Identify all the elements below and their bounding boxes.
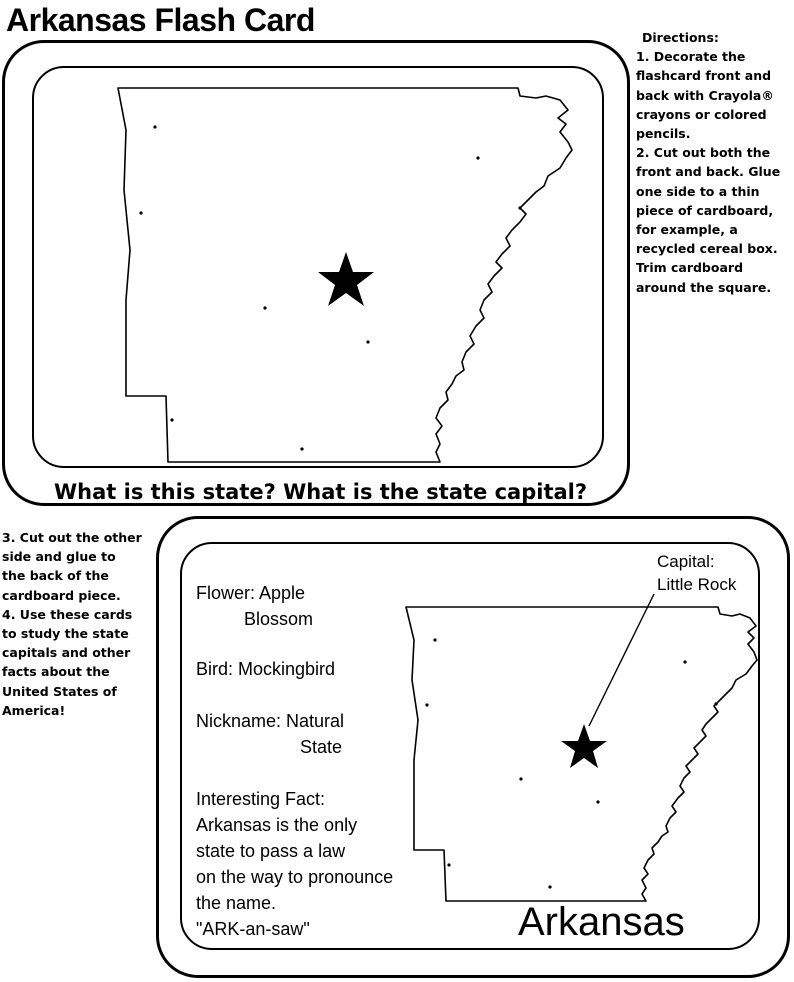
front-city-dot	[476, 156, 479, 159]
directions-line: the back of the	[2, 568, 109, 584]
capital-label-group	[640, 550, 736, 596]
directions-line: facts about the	[2, 664, 110, 680]
front-city-dot	[366, 340, 369, 343]
fact-line: on the way to pronounce	[196, 867, 394, 887]
directions-line: 2. Cut out both the	[636, 145, 771, 161]
directions-line: front and back. Glue	[636, 164, 781, 180]
front-city-dot	[170, 418, 173, 421]
directions-line: America!	[2, 702, 66, 718]
front-city-dot	[139, 211, 142, 214]
directions-line: one side to a thin	[636, 183, 760, 199]
bird-fact: Bird: Mockingbird	[196, 659, 336, 679]
front-question: What is this state? What is the state capital?	[54, 480, 588, 504]
flower-label: Flower: Apple	[196, 583, 306, 603]
back-city-dot	[519, 777, 522, 780]
capital-label: Capital:	[657, 552, 715, 571]
fact-line: Arkansas is the only	[196, 815, 358, 835]
directions-line: pencils.	[636, 126, 691, 142]
directions-line: around the square.	[636, 279, 772, 295]
directions-heading: Directions:	[642, 30, 719, 45]
capital-pointer-line	[589, 594, 654, 726]
directions-line: 1. Decorate the	[636, 49, 746, 65]
back-city-dot	[714, 702, 717, 705]
directions-line: piece of cardboard,	[636, 202, 774, 218]
directions-line: crayons or colored	[636, 106, 767, 122]
nickname-value: State	[300, 737, 343, 757]
back-city-dot	[425, 703, 428, 706]
interesting-fact	[196, 786, 393, 942]
state-name: Arkansas	[518, 900, 685, 944]
fact-line: state to pass a law	[196, 841, 346, 861]
front-city-dot	[263, 306, 266, 309]
flower-value: Blossom	[244, 609, 314, 629]
front-city-dot	[153, 125, 156, 128]
back-city-dot	[447, 863, 450, 866]
back-city-dot	[548, 885, 551, 888]
back-city-dot	[596, 800, 599, 803]
directions-line: 4. Use these cards	[2, 606, 133, 622]
fact-line: "ARK-an-saw"	[196, 919, 310, 939]
front-capital-star	[318, 252, 374, 306]
front-city-dot	[518, 206, 521, 209]
capital-name: Little Rock	[657, 575, 737, 594]
back-capital-star	[561, 724, 607, 768]
directions-line: Trim cardboard	[636, 260, 744, 276]
directions-line: capitals and other	[2, 645, 131, 661]
fact-line: the name.	[196, 893, 277, 913]
back-city-dot	[433, 638, 436, 641]
directions-line: to study the state	[2, 626, 129, 642]
directions-line: cardboard piece.	[2, 587, 121, 603]
fact-line: Interesting Fact:	[196, 789, 326, 809]
page-title: Arkansas Flash Card	[6, 2, 315, 38]
directions-line: flashcard front and	[636, 68, 772, 84]
directions-line: 3. Cut out the other	[2, 530, 142, 545]
front-city-dot	[300, 447, 303, 450]
nickname-label: Nickname: Natural	[196, 711, 345, 731]
back-city-dot	[683, 660, 686, 663]
directions-line: for example, a	[636, 222, 738, 238]
directions-line: recycled cereal box.	[636, 241, 778, 257]
directions-line: side and glue to	[2, 549, 116, 565]
directions-line: back with Crayola®	[636, 87, 774, 103]
directions-line: United States of	[2, 683, 117, 699]
